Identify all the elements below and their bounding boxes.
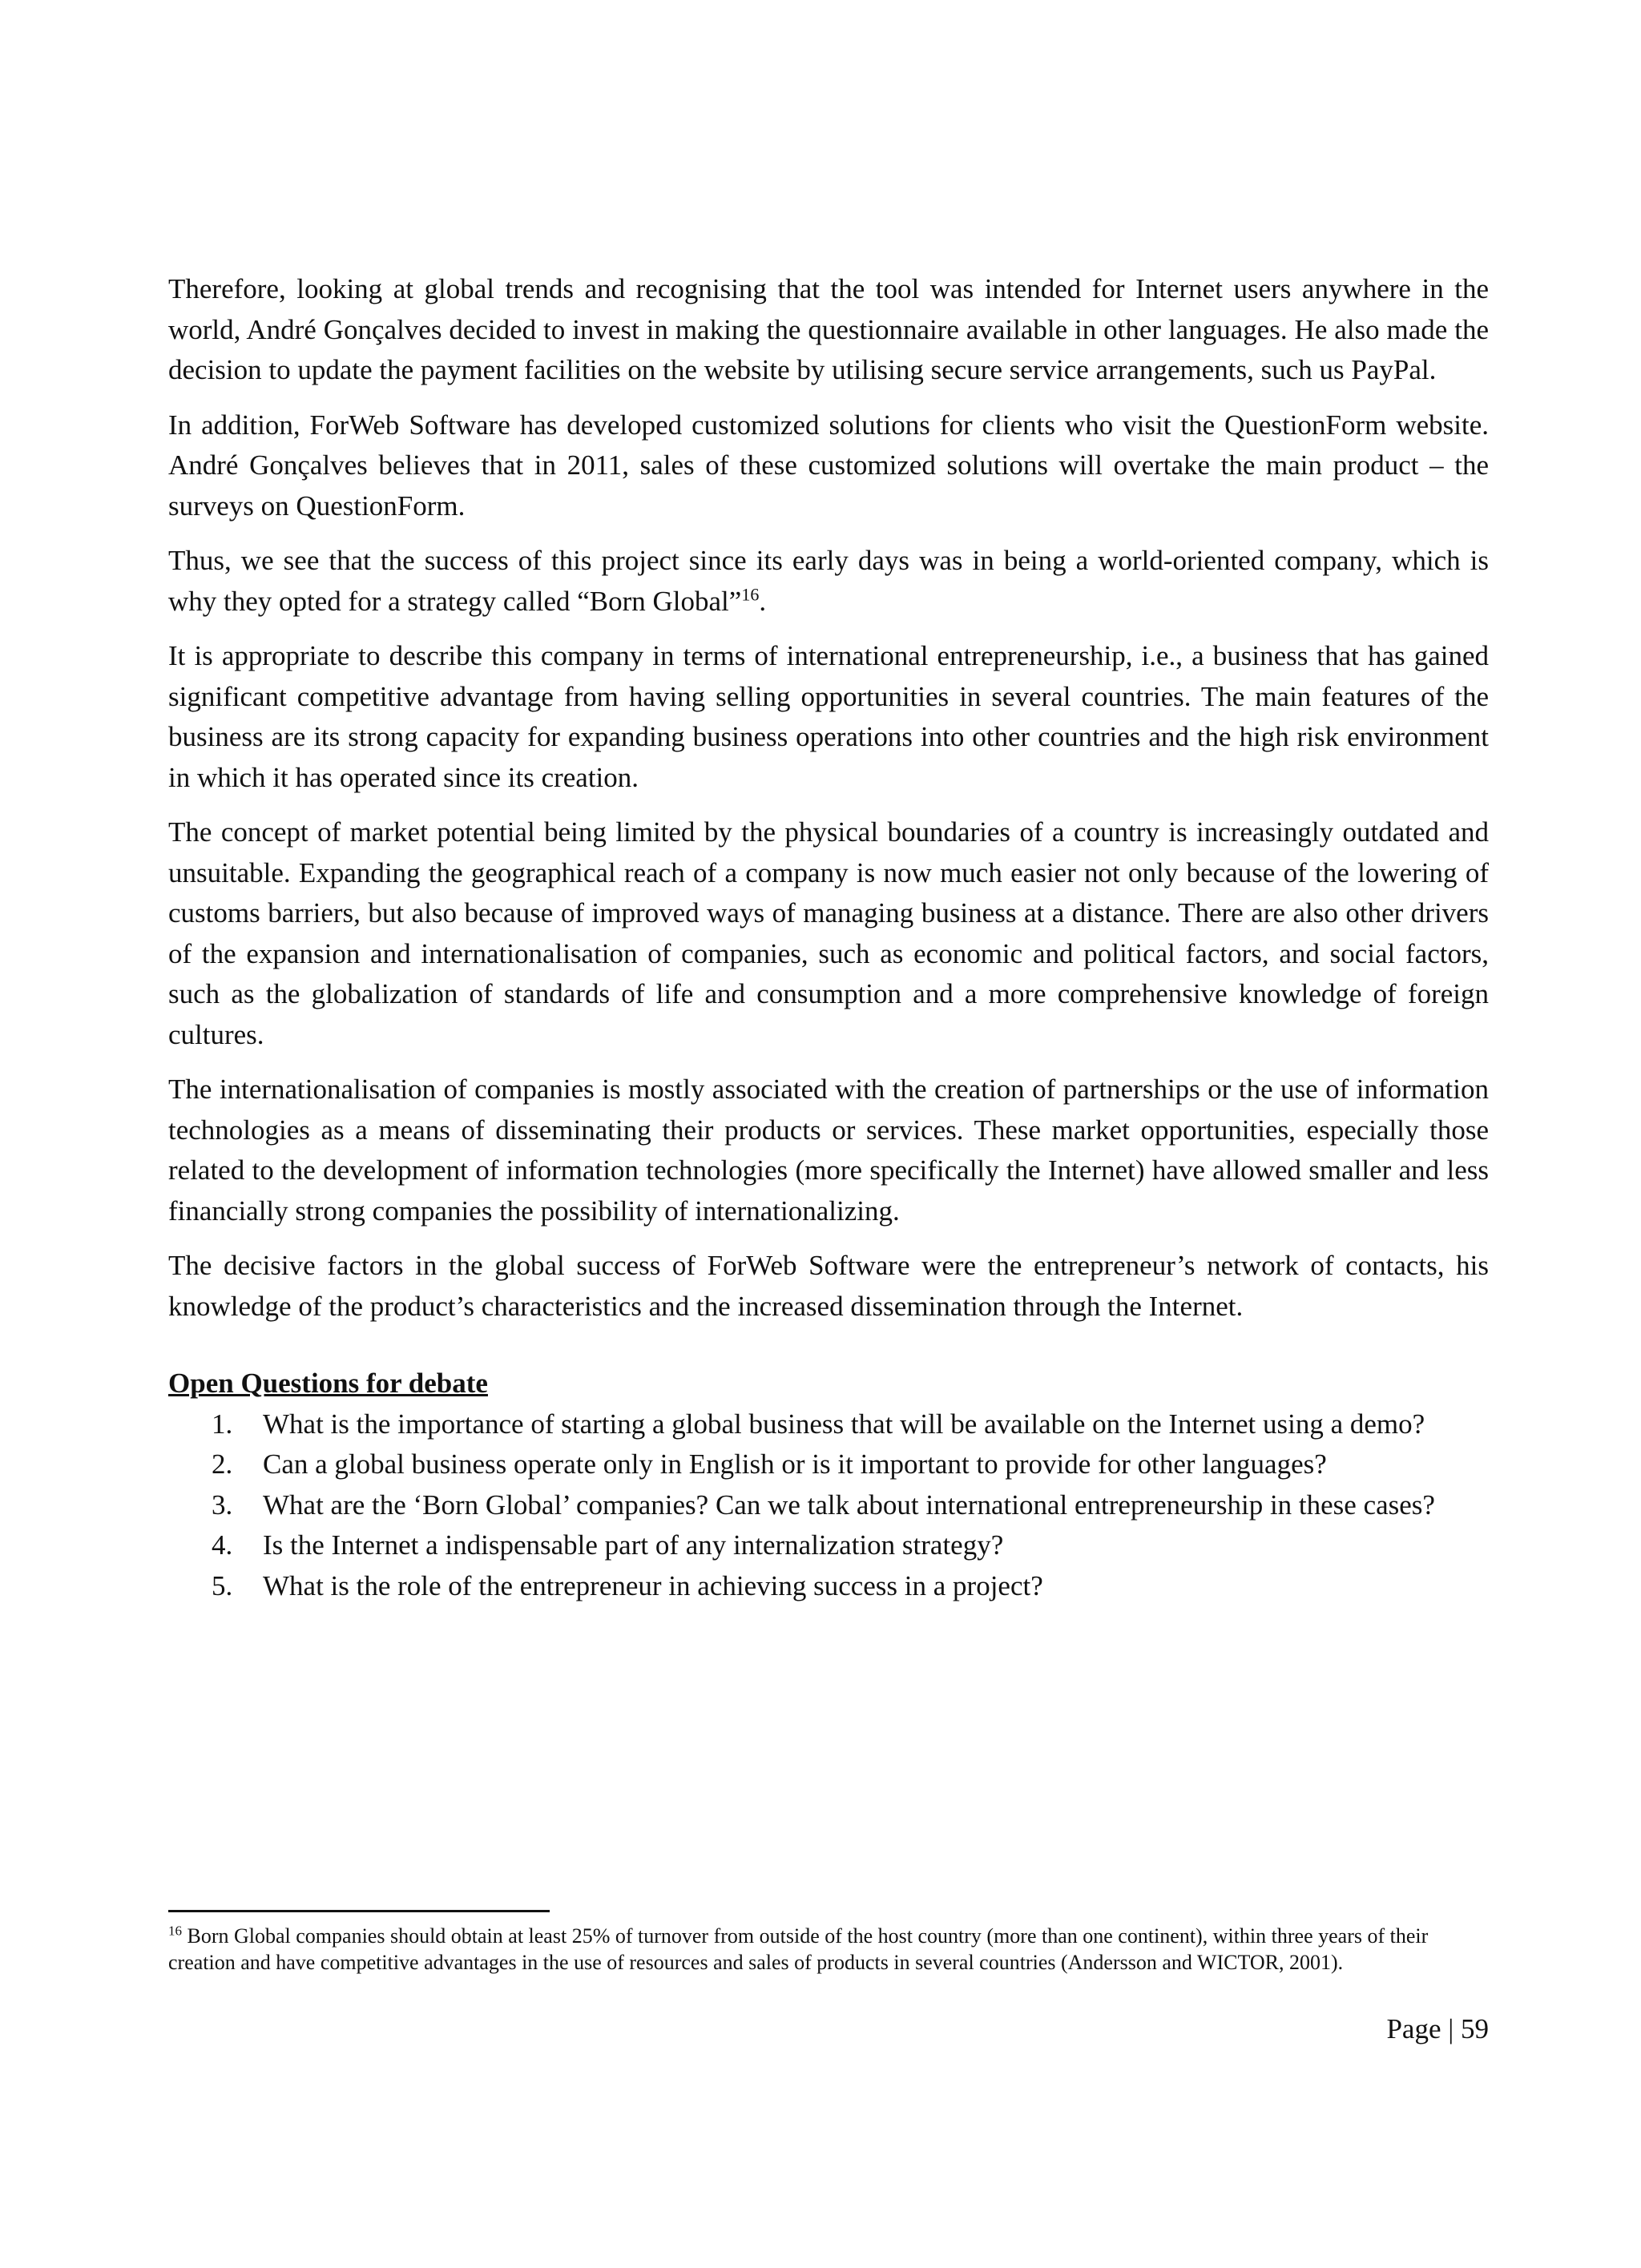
question-text: What is the role of the entrepreneur in achieving success in a project?	[263, 1569, 1043, 1601]
question-list	[168, 1404, 1489, 1607]
question-number: 3.	[212, 1489, 233, 1521]
paragraph-international-entrepreneurship	[168, 636, 1489, 798]
question-number: 1.	[212, 1408, 233, 1440]
question-number: 4.	[212, 1529, 233, 1561]
paragraph-global-trends	[168, 269, 1489, 391]
paragraph-customized-solutions	[168, 405, 1489, 527]
section-heading-open-questions: Open Questions for debate	[168, 1368, 488, 1399]
paragraph-text: Thus, we see that the success of this project since its early days was in being a world-oriented company, which is why they opted for a strategy called “Born Global”	[168, 545, 1489, 617]
footnote-reference: 16	[741, 583, 760, 604]
footnote-mark: 16	[168, 1923, 182, 1939]
paragraph-text: It is appropriate to describe this company in terms of international entrepreneurship, i.e., a business that has gained significant competitive advantage from having selling opportunities in several countries. The main features of the business are its strong capacity for expanding business operations into other countries and the high risk environment in which it has operated since its creation.	[168, 640, 1489, 793]
question-number: 2.	[212, 1448, 233, 1480]
question-item	[168, 1566, 1489, 1607]
paragraph-text: Therefore, looking at global trends and recognising that the tool was intended for Internet users anywhere in the world, André Gonçalves decided to invest in making the questionnaire available in other languages. He also made the decision to update the payment facilities on the website by utilising secure service arrangements, such us PayPal.	[168, 273, 1489, 385]
question-item	[168, 1404, 1489, 1445]
question-item	[168, 1444, 1489, 1485]
page-number: Page | 59	[1386, 2013, 1489, 2044]
question-text: What is the importance of starting a global business that will be available on the Internet using a demo?	[263, 1408, 1425, 1440]
paragraph-market-potential	[168, 812, 1489, 1055]
paragraph-decisive-factors	[168, 1246, 1489, 1327]
question-number: 5.	[212, 1569, 233, 1601]
footnote	[168, 1923, 1489, 1976]
question-item	[168, 1485, 1489, 1526]
footnote-divider	[168, 1910, 550, 1912]
paragraph-text: The decisive factors in the global success of ForWeb Software were the entrepreneur’s network of contacts, his knowledge of the product’s characteristics and the increased dissemination through the Internet.	[168, 1250, 1489, 1322]
paragraph-text: In addition, ForWeb Software has developed customized solutions for clients who visit the QuestionForm website. André Gonçalves believes that in 2011, sales of these customized solutions will overtake the main product – the surveys on QuestionForm.	[168, 409, 1489, 522]
paragraph-internationalisation	[168, 1070, 1489, 1231]
question-text: Can a global business operate only in English or is it important to provide for other languages?	[263, 1448, 1327, 1480]
paragraph-suffix: .	[759, 585, 767, 617]
paragraph-text: The internationalisation of companies is mostly associated with the creation of partnerships or the use of information technologies as a means of disseminating their products or services. These market opportunities, especially those related to the development of information technologies (more specifically the Internet) have allowed smaller and less financially strong companies the possibility of internationalizing.	[168, 1074, 1489, 1227]
footnote-text: Born Global companies should obtain at least 25% of turnover from outside of the host country (more than one continent), within three years of their creation and have competitive advantages in the use of resources and sales of products in several countries (Andersson and WICTOR, 2001).	[168, 1924, 1429, 1974]
main-content	[168, 269, 1489, 1606]
paragraph-text: The concept of market potential being limited by the physical boundaries of a country is increasingly outdated and unsuitable. Expanding the geographical reach of a company is now much easier not only because of the lowering of customs barriers, but also because of improved ways of managing business at a distance. There are also other drivers of the expansion and internationalisation of companies, such as economic and political factors, and social factors, such as the globalization of standards of life and consumption and a more comprehensive knowledge of foreign cultures.	[168, 816, 1489, 1050]
question-text: What are the ‘Born Global’ companies? Can we talk about international entrepreneurship in these cases?	[263, 1489, 1435, 1521]
question-text: Is the Internet a indispensable part of any internalization strategy?	[263, 1529, 1004, 1561]
paragraph-born-global	[168, 541, 1489, 622]
question-item	[168, 1525, 1489, 1566]
